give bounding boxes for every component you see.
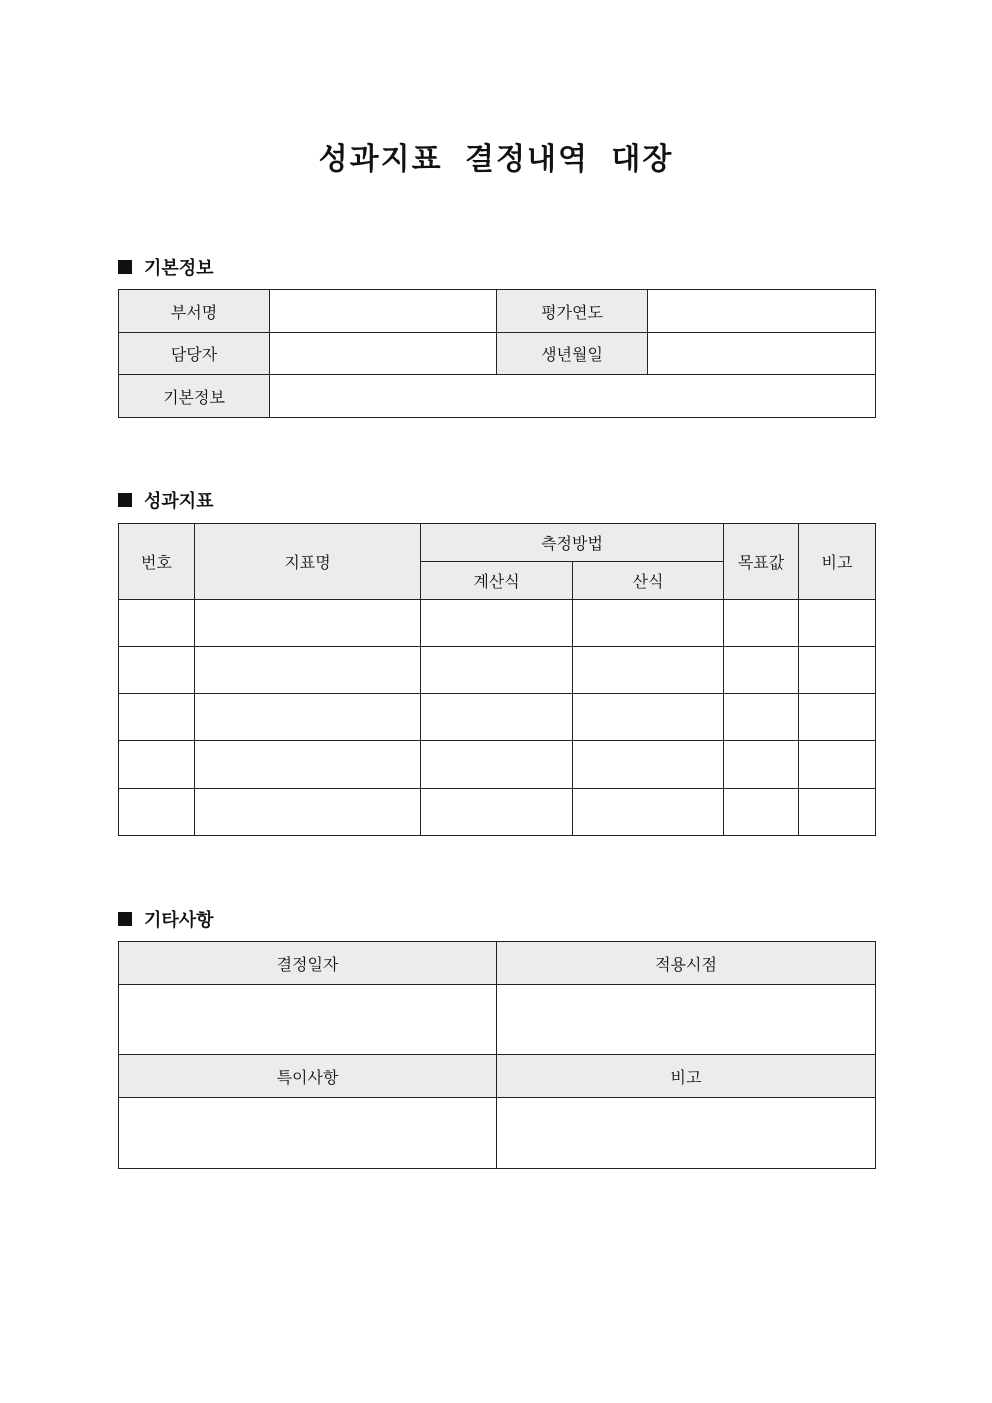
table-cell[interactable] xyxy=(195,600,421,647)
note-value-cell[interactable] xyxy=(497,1098,876,1169)
table-row xyxy=(119,741,876,789)
table-cell[interactable] xyxy=(799,694,876,741)
table-cell[interactable] xyxy=(421,647,573,694)
table-cell[interactable] xyxy=(195,694,421,741)
table-cell[interactable] xyxy=(724,647,799,694)
section-heading-label: 기타사항 xyxy=(144,910,214,931)
header-method: 측정방법 xyxy=(421,524,724,562)
dept-label: 부서명 xyxy=(119,290,270,333)
header-target: 목표값 xyxy=(724,524,799,600)
table-cell[interactable] xyxy=(724,694,799,741)
table-cell[interactable] xyxy=(119,647,195,694)
table-row xyxy=(119,694,876,741)
table-cell[interactable] xyxy=(724,600,799,647)
table-cell[interactable] xyxy=(724,741,799,789)
special-value-cell[interactable] xyxy=(119,1098,497,1169)
apply-point-label: 적용시점 xyxy=(497,942,876,985)
section-heading-label: 성과지표 xyxy=(144,491,214,512)
section-heading-label: 기본정보 xyxy=(144,258,214,279)
square-bullet-icon xyxy=(118,260,132,274)
table-cell[interactable] xyxy=(195,789,421,836)
table-cell[interactable] xyxy=(119,694,195,741)
section-heading-basic xyxy=(118,254,214,280)
header-name: 지표명 xyxy=(195,524,421,600)
table-cell[interactable] xyxy=(573,647,724,694)
table-cell[interactable] xyxy=(724,789,799,836)
year-label: 평가연도 xyxy=(497,290,648,333)
header-calc: 산식 xyxy=(573,562,724,600)
table-row xyxy=(119,600,876,647)
table-cell[interactable] xyxy=(573,741,724,789)
manager-label: 담당자 xyxy=(119,333,270,375)
note-label: 비고 xyxy=(497,1055,876,1098)
header-note: 비고 xyxy=(799,524,876,600)
table-cell[interactable] xyxy=(799,741,876,789)
square-bullet-icon xyxy=(118,912,132,926)
header-no: 번호 xyxy=(119,524,195,600)
table-cell[interactable] xyxy=(573,600,724,647)
decision-date-label: 결정일자 xyxy=(119,942,497,985)
decision-date-value-cell[interactable] xyxy=(119,985,497,1055)
info-value-cell[interactable] xyxy=(270,375,876,418)
square-bullet-icon xyxy=(118,493,132,507)
manager-value-cell[interactable] xyxy=(270,333,497,375)
table-cell[interactable] xyxy=(195,647,421,694)
section-heading-other xyxy=(118,906,214,932)
apply-point-value-cell[interactable] xyxy=(497,985,876,1055)
indicator-table xyxy=(118,523,876,836)
table-cell[interactable] xyxy=(119,789,195,836)
basic-info-table xyxy=(118,289,876,418)
year-value-cell[interactable] xyxy=(648,290,876,333)
table-cell[interactable] xyxy=(799,647,876,694)
table-cell[interactable] xyxy=(195,741,421,789)
table-cell[interactable] xyxy=(799,600,876,647)
birth-label: 생년월일 xyxy=(497,333,648,375)
table-cell[interactable] xyxy=(573,694,724,741)
table-cell[interactable] xyxy=(119,600,195,647)
table-cell[interactable] xyxy=(421,789,573,836)
other-table xyxy=(118,941,876,1169)
header-formula: 계산식 xyxy=(421,562,573,600)
table-cell[interactable] xyxy=(421,600,573,647)
table-cell[interactable] xyxy=(119,741,195,789)
page-title: 성과지표 결정내역 대장 xyxy=(318,142,674,177)
section-heading-indicators xyxy=(118,487,214,513)
birth-value-cell[interactable] xyxy=(648,333,876,375)
table-cell[interactable] xyxy=(573,789,724,836)
special-label: 특이사항 xyxy=(119,1055,497,1098)
dept-value-cell[interactable] xyxy=(270,290,497,333)
table-row xyxy=(119,647,876,694)
table-row xyxy=(119,789,876,836)
table-cell[interactable] xyxy=(421,741,573,789)
table-cell[interactable] xyxy=(421,694,573,741)
info-label: 기본정보 xyxy=(119,375,270,418)
table-cell[interactable] xyxy=(799,789,876,836)
